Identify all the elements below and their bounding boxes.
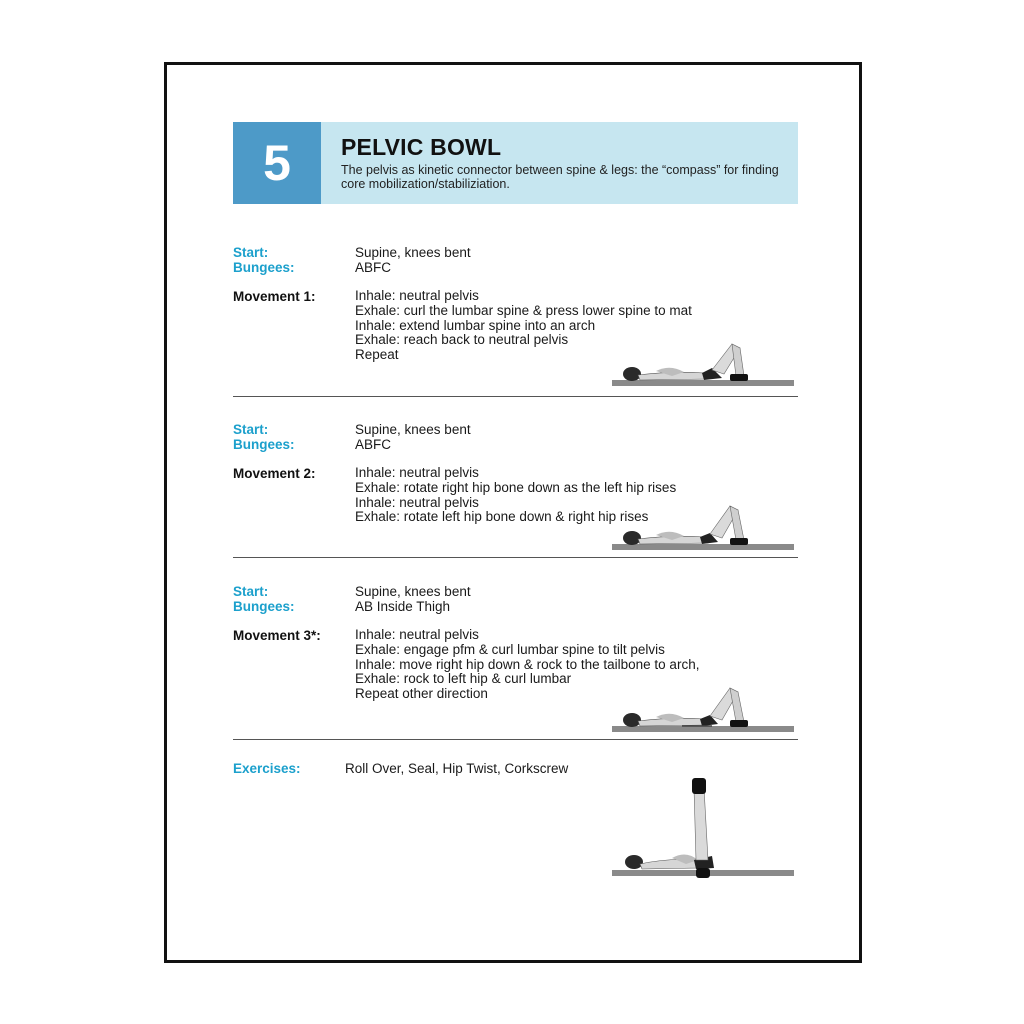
bungees-label: Bungees: <box>233 599 295 614</box>
step-line: Inhale: neutral pelvis <box>355 288 479 303</box>
section-header <box>233 122 798 204</box>
exercise-figure-bridge <box>612 338 796 390</box>
step-line: Inhale: neutral pelvis <box>355 627 479 642</box>
bungees-value: ABFC <box>355 437 392 452</box>
section-divider <box>233 739 798 740</box>
exercise-figure-pelvic-rock <box>612 684 796 736</box>
exercises-label: Exercises: <box>233 761 301 776</box>
step-line: Inhale: neutral pelvis <box>355 494 479 510</box>
bungees-label: Bungees: <box>233 260 295 275</box>
section-divider <box>233 396 798 397</box>
movement-label: Movement 2: <box>233 466 316 481</box>
start-value: Supine, knees bent <box>355 245 471 260</box>
step-line: Inhale: extend lumbar spine into an arch <box>355 317 596 333</box>
section-title: PELVIC BOWL <box>341 134 502 160</box>
bungees-value: AB Inside Thigh <box>355 599 451 614</box>
step-line: Repeat <box>355 347 399 363</box>
start-value: Supine, knees bent <box>355 422 471 437</box>
section-divider <box>233 557 798 558</box>
bungees-label: Bungees: <box>233 437 295 452</box>
exercise-figure-leg-raise <box>612 776 796 880</box>
step-line: Inhale: neutral pelvis <box>355 465 479 480</box>
bungees-value: ABFC <box>355 260 392 275</box>
step-line: Repeat other direction <box>355 686 488 702</box>
movement-label: Movement 1: <box>233 289 316 304</box>
step-line: Exhale: rock to left hip & curl lumbar <box>355 671 572 687</box>
step-line: Inhale: move right hip down & rock to the tailbone to arch, <box>355 656 700 672</box>
exercises-value: Roll Over, Seal, Hip Twist, Corkscrew <box>345 761 569 776</box>
step-line: Exhale: rotate right hip bone down as the left hip rises <box>355 479 677 495</box>
step-line: Exhale: rotate left hip bone down & right hip rises <box>355 509 649 525</box>
section-subtitle: The pelvis as kinetic connector between spine & legs: the “compass” for finding core mobilization/stabiliziation. <box>341 163 779 191</box>
start-label: Start: <box>233 584 269 599</box>
step-line: Exhale: curl the lumbar spine & press lower spine to mat <box>355 302 692 318</box>
exercise-figure-pelvic-rotation <box>612 502 796 554</box>
start-label: Start: <box>233 422 269 437</box>
section-number: 5 <box>233 122 321 204</box>
step-line: Exhale: reach back to neutral pelvis <box>355 332 569 348</box>
movement-label: Movement 3*: <box>233 628 321 643</box>
step-line: Exhale: engage pfm & curl lumbar spine to tilt pelvis <box>355 641 665 657</box>
start-label: Start: <box>233 245 269 260</box>
start-value: Supine, knees bent <box>355 584 471 599</box>
